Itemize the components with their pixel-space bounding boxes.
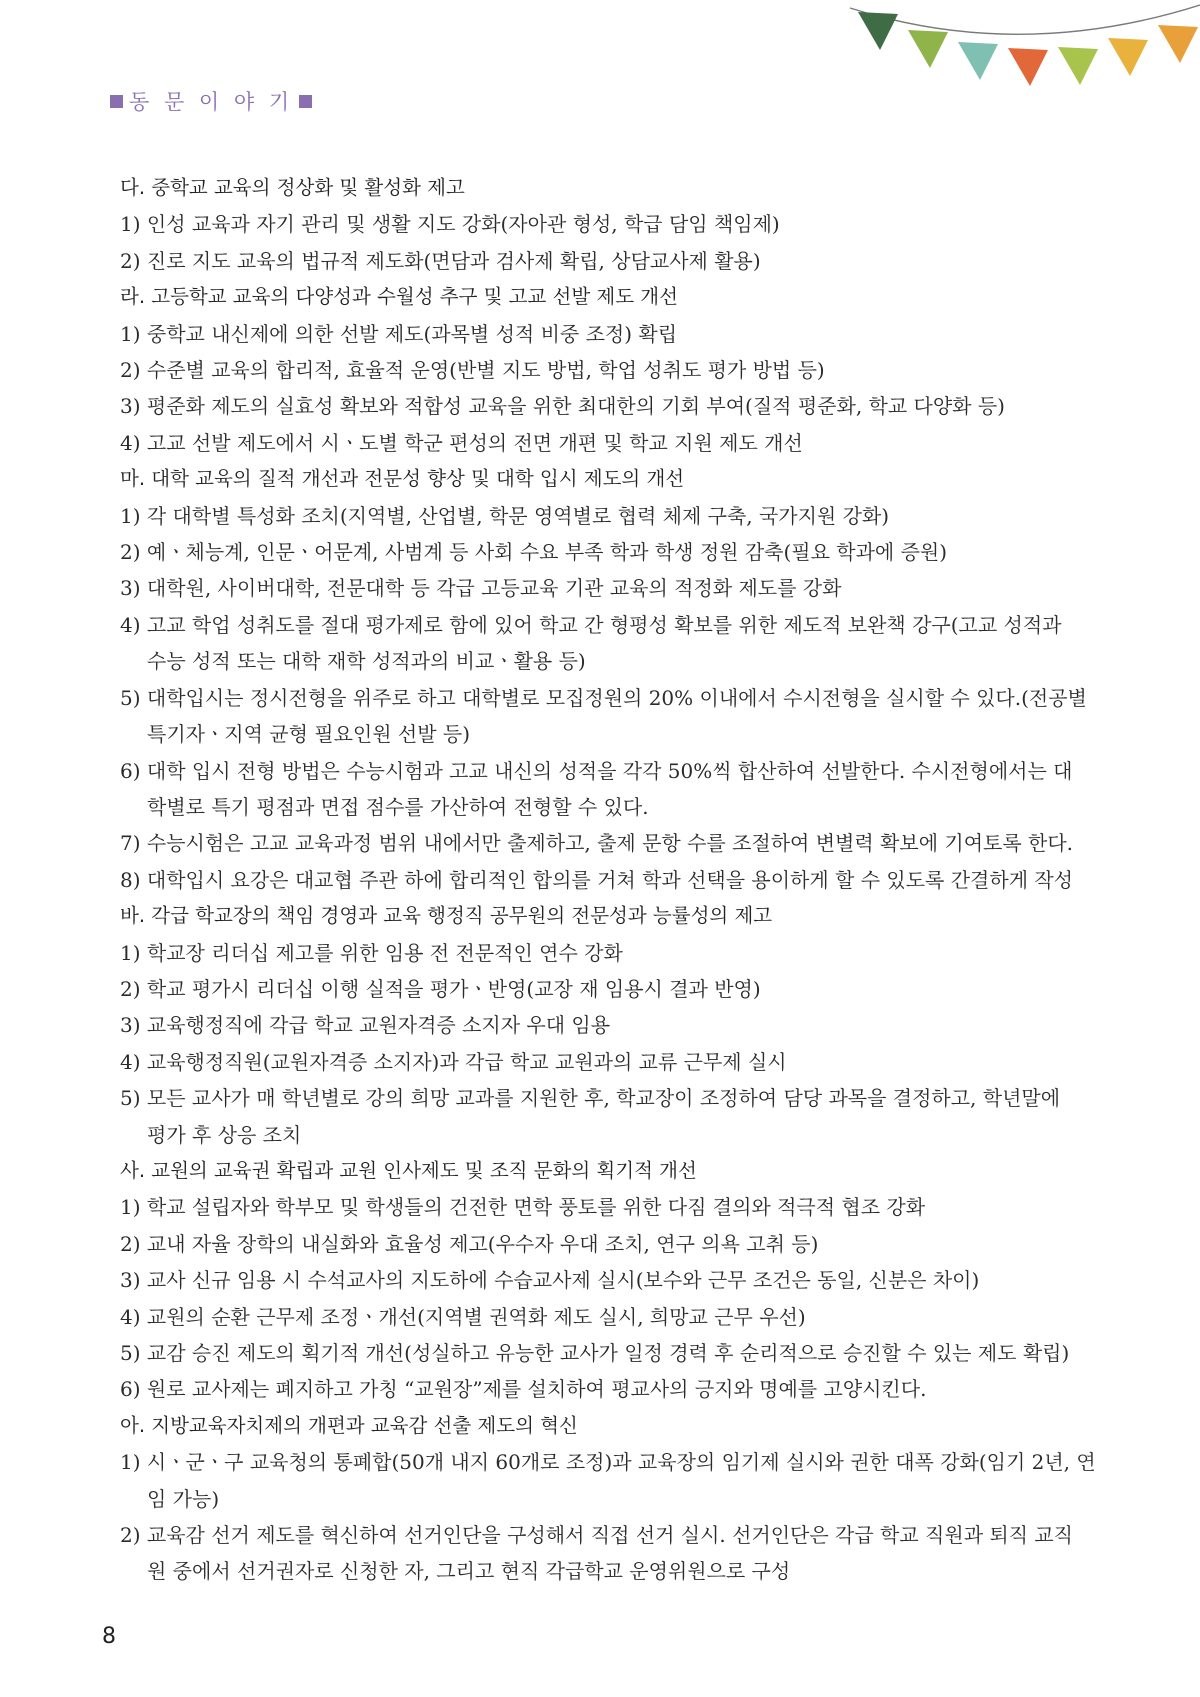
list-item: 3) 대학원, 사이버대학, 전문대학 등 각급 고등교육 기관 교육의 적정화 제도를 강화 xyxy=(120,576,842,601)
list-item: 2) 학교 평가시 리더십 이행 실적을 평가ㆍ반영(교장 재 임용시 결과 반영) xyxy=(120,976,761,1001)
list-item: 5) 모든 교사가 매 학년별로 강의 희망 교과를 지원한 후, 학교장이 조정하여 담당 과목을 결정하고, 학년말에 xyxy=(120,1086,1061,1111)
list-item: 1) 학교 설립자와 학부모 및 학생들의 건전한 면학 풍토를 위한 다짐 결의와 적극적 협조 강화 xyxy=(120,1195,926,1220)
list-item: 2) 교내 자율 장학의 내실화와 효율성 제고(우수자 우대 조치, 연구 의욕 고취 등) xyxy=(120,1231,819,1256)
list-item: 3) 교사 신규 임용 시 수석교사의 지도하에 수습교사제 실시(보수와 근무 조건은 동일, 신분은 차이) xyxy=(120,1268,980,1293)
bunting-flag xyxy=(1058,47,1098,85)
section-heading: 사. 교원의 교육권 확립과 교원 인사제도 및 조직 문화의 획기적 개선 xyxy=(120,1158,697,1182)
list-item: 5) 대학입시는 정시전형을 위주로 하고 대학별로 모집정원의 20% 이내에서 수시전형을 실시할 수 있다.(전공별 xyxy=(120,685,1087,710)
section-heading: 다. 중학교 교육의 정상화 및 활성화 제고 xyxy=(120,176,465,199)
list-item: 1) 중학교 내신제에 의한 선발 제도(과목별 성적 비중 조정) 확립 xyxy=(120,321,678,346)
section-heading: 바. 각급 학교장의 책임 경영과 교육 행정직 공무원의 전문성과 능률성의 제고 xyxy=(120,904,773,928)
bunting-flag xyxy=(958,42,998,80)
list-item: 4) 교원의 순환 근무제 조정ㆍ개선(지역별 권역화 제도 실시, 희망교 근무 우선) xyxy=(120,1304,806,1329)
page-number: 8 xyxy=(102,1624,116,1649)
list-item: 3) 평준화 제도의 실효성 확보와 적합성 교육을 위한 최대한의 기회 부여(질적 평준화, 학교 다양화 등) xyxy=(120,394,1005,419)
list-item: 3) 교육행정직에 각급 학교 교원자격증 소지자 우대 임용 xyxy=(120,1013,611,1038)
list-item: 4) 고교 선발 제도에서 시ㆍ도별 학군 편성의 전면 개편 및 학교 지원 제도 개선 xyxy=(120,430,803,455)
bunting-flag xyxy=(908,30,948,68)
header-square-right xyxy=(299,95,312,108)
bunting-flag xyxy=(1108,38,1148,76)
list-item: 8) 대학입시 요강은 대교협 주관 하에 합리적인 합의를 거쳐 학과 선택을 용이하게 할 수 있도록 간결하게 작성 xyxy=(120,867,1074,892)
section-heading: 라. 고등학교 교육의 다양성과 수월성 추구 및 고교 선발 제도 개선 xyxy=(120,285,678,309)
list-item: 1) 학교장 리더십 제고를 위한 임용 전 전문적인 연수 강화 xyxy=(120,940,623,965)
list-item: 1) 인성 교육과 자기 관리 및 생활 지도 강화(자아관 형성, 학급 담임 책임제) xyxy=(120,212,780,237)
list-item: 1) 각 대학별 특성화 조치(지역별, 산업별, 학문 영역별로 협력 체제 구축, 국가지원 강화) xyxy=(120,503,890,528)
list-item: 5) 교감 승진 제도의 획기적 개선(성실하고 유능한 교사가 일정 경력 후 순리적으로 승진할 수 있는 제도 확립) xyxy=(120,1341,1070,1365)
list-item: 2) 교육감 선거 제도를 혁신하여 선거인단을 구성해서 직접 선거 실시. 선거인단은 각급 학교 직원과 퇴직 교직 xyxy=(120,1523,1074,1548)
section-heading: 아. 지방교육자치제의 개편과 교육감 선출 제도의 혁신 xyxy=(120,1413,578,1437)
list-item-continuation: 수능 성적 또는 대학 재학 성적과의 비교ㆍ활용 등) xyxy=(147,649,586,674)
list-item: 2) 진로 지도 교육의 법규적 제도화(면담과 검사제 확립, 상담교사제 활용) xyxy=(120,248,761,273)
bunting-decoration xyxy=(840,0,1200,110)
bunting-flag xyxy=(1008,48,1048,86)
list-item: 4) 고교 학업 성취도를 절대 평가제로 함에 있어 학교 간 형평성 확보를 위한 제도적 보완책 강구(고교 성적과 xyxy=(120,612,1062,637)
bunting-flag xyxy=(858,12,898,50)
list-item: 6) 대학 입시 전형 방법은 수능시험과 고교 내신의 성적을 각각 50%씩 합산하여 선발한다. 수시전형에서는 대 xyxy=(120,758,1073,783)
section-title: 동 문 이 야 기 xyxy=(129,90,294,114)
list-item: 2) 수준별 교육의 합리적, 효율적 운영(반별 지도 방법, 학업 성취도 평가 방법 등) xyxy=(120,358,825,383)
list-item-continuation: 특기자ㆍ지역 균형 필요인원 선발 등) xyxy=(147,722,471,747)
list-item-continuation: 학별로 특기 평점과 면접 점수를 가산하여 전형할 수 있다. xyxy=(147,794,649,819)
list-item: 2) 예ㆍ체능계, 인문ㆍ어문계, 사범계 등 사회 수요 부족 학과 학생 정원 감축(필요 학과에 증원) xyxy=(120,540,948,565)
list-item: 6) 원로 교사제는 폐지하고 가칭 “교원장”제를 설치하여 평교사의 긍지와 명예를 고양시킨다. xyxy=(120,1377,927,1402)
list-item-continuation: 원 중에서 선거권자로 신청한 자, 그리고 현직 각급학교 운영위원으로 구성 xyxy=(147,1559,791,1584)
section-header xyxy=(104,86,318,116)
list-item: 7) 수능시험은 고교 교육과정 범위 내에서만 출제하고, 출제 문항 수를 조절하여 변별력 확보에 기여토록 한다. xyxy=(120,831,1074,856)
list-item-continuation: 임 가능) xyxy=(147,1486,220,1511)
bunting-flag xyxy=(1158,25,1198,63)
header-square-left xyxy=(110,95,123,108)
list-item-continuation: 평가 후 상응 조치 xyxy=(147,1122,302,1147)
document-body xyxy=(120,170,1096,1590)
list-item: 1) 시ㆍ군ㆍ구 교육청의 통폐합(50개 내지 60개로 조정)과 교육장의 임기제 실시와 권한 대폭 강화(임기 2년, 연 xyxy=(120,1450,1096,1475)
list-item: 4) 교육행정직원(교원자격증 소지자)과 각급 학교 교원과의 교류 근무제 실시 xyxy=(120,1049,787,1074)
section-heading: 마. 대학 교육의 질적 개선과 전문성 향상 및 대학 입시 제도의 개선 xyxy=(120,467,685,491)
